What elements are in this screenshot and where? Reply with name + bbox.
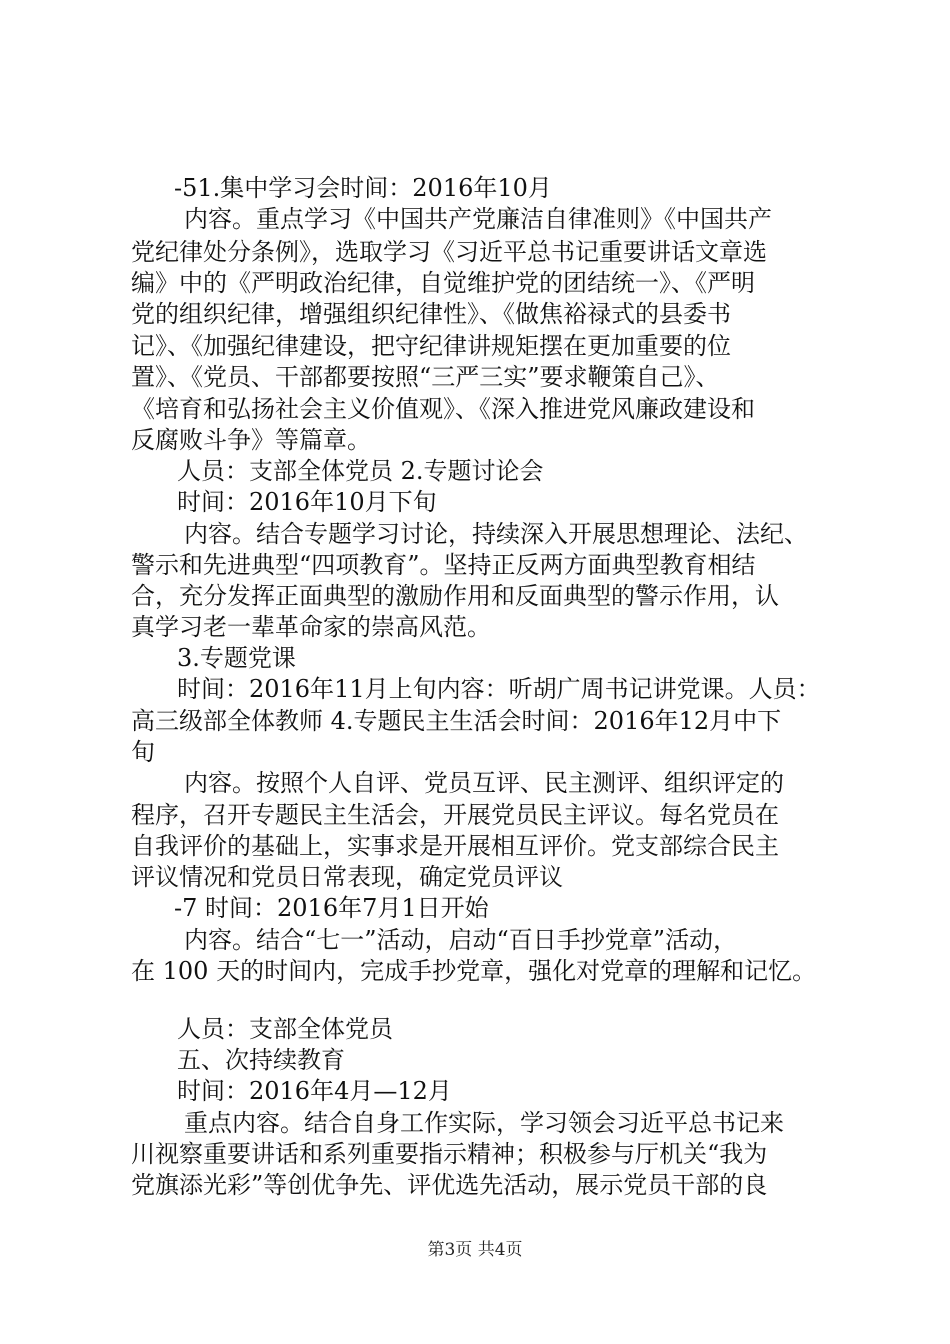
text-line: 3.专题党课: [177, 644, 296, 672]
text-line: 评议情况和党员日常表现，确定党员评议: [131, 863, 563, 891]
text-line: 反腐败斗争》等篇章。: [131, 426, 371, 454]
text-line: 《培育和弘扬社会主义价值观》、《深入推进党风廉政建设和: [131, 395, 755, 423]
text-line: 时间：2016年10月下旬: [177, 488, 437, 516]
text-line: 党的组织纪律，增强组织纪律性》、《做焦裕禄式的县委书: [131, 300, 731, 328]
text-line: -7 时间：2016年7月1日开始: [174, 894, 489, 922]
text-line: -51.集中学习会时间：2016年10月: [174, 174, 552, 202]
text-line: 人员：支部全体党员 2.专题讨论会: [177, 457, 544, 485]
text-line: 自我评价的基础上，实事求是开展相互评价。党支部综合民主: [131, 832, 779, 860]
page-number: 第3页 共4页: [427, 1240, 523, 1260]
text-line: 内容。重点学习《中国共产党廉洁自律准则》《中国共产: [184, 205, 772, 233]
text-line: 记》、《加强纪律建设，把守纪律讲规矩摆在更加重要的位: [131, 332, 731, 360]
text-line: 人员：支部全体党员: [177, 1015, 393, 1043]
text-line: 时间：2016年4月—12月: [177, 1077, 452, 1105]
text-line: 川视察重要讲话和系列重要指示精神；积极参与厅机关“我为: [131, 1140, 768, 1168]
text-line: 在 100 天的时间内，完成手抄党章，强化对党章的理解和记忆。: [131, 957, 817, 985]
text-line: 程序，召开专题民主生活会，开展党员民主评议。每名党员在: [131, 801, 779, 829]
text-line: 内容。结合专题学习讨论，持续深入开展思想理论、法纪、: [184, 520, 808, 548]
text-line: 重点内容。结合自身工作实际，学习领会习近平总书记来: [184, 1109, 784, 1137]
text-line: 内容。按照个人自评、党员互评、民主测评、组织评定的: [184, 769, 784, 797]
text-line: 时间：2016年11月上旬内容：听胡广周书记讲党课。人员：: [177, 675, 821, 703]
text-line: 置》、《党员、干部都要按照“三严三实”要求鞭策自己》、: [131, 363, 720, 391]
text-line: 五、次持续教育: [177, 1046, 345, 1074]
text-line: 高三级部全体教师 4.专题民主生活会时间：2016年12月中下: [131, 707, 782, 735]
text-line: 党纪律处分条例》，选取学习《习近平总书记重要讲话文章选: [131, 238, 767, 266]
text-line: 旬: [131, 738, 155, 766]
text-line: 真学习老一辈革命家的崇高风范。: [131, 613, 491, 641]
text-line: 内容。结合“七一”活动，启动“百日手抄党章”活动，: [184, 926, 738, 954]
text-line: 编》中的《严明政治纪律，自觉维护党的团结统一》、《严明: [131, 269, 755, 297]
text-line: 党旗添光彩”等创优争先、评优选先活动，展示党员干部的良: [131, 1171, 768, 1199]
text-line: 警示和先进典型“四项教育”。坚持正反两方面典型教育相结: [131, 551, 756, 579]
text-line: 合，充分发挥正面典型的激励作用和反面典型的警示作用，认: [131, 582, 779, 610]
